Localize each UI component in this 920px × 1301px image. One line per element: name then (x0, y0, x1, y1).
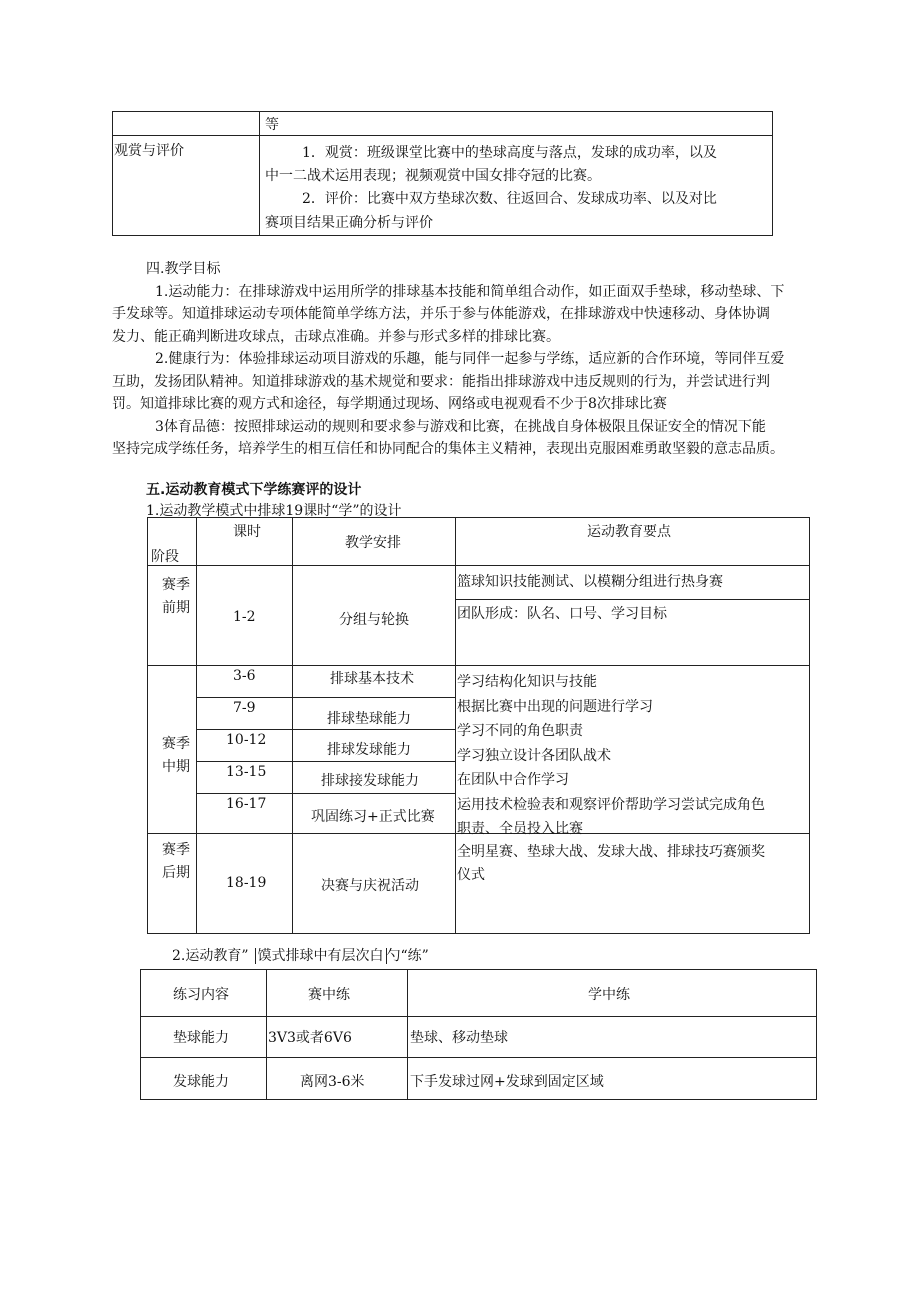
arrange-cell: 排球发球能力 (327, 742, 411, 758)
section-5-subtitle-2 (172, 945, 429, 969)
lesson-plan-table (147, 517, 810, 934)
section-5-title: 五.运动教育模式下学练赛评的设计 (146, 482, 362, 498)
practice-header: 学中练 (588, 987, 630, 1003)
practice-header: 练习内容 (173, 987, 229, 1003)
point-cell: 仪式 (457, 867, 485, 883)
section-4 (112, 258, 852, 461)
practice-cell: 垫球、移动垫球 (410, 1030, 508, 1046)
stage-mid-l2: 中期 (162, 759, 190, 775)
practice-cell: 离网3-6米 (300, 1074, 365, 1090)
period-cell: 16-17 (226, 796, 267, 812)
paragraph: 互助，发扬团队精神。知道排球游戏的基术规觉和要求：能指出排球游戏中违反规则的行为，并尝试进行判 (112, 373, 770, 390)
point-cell: 全明星赛、垫球大战、发球大战、排球技巧赛颁奖 (457, 844, 765, 860)
eval-table-line: 赛项目结果正确分析与评价 (265, 215, 433, 231)
paragraph: 发力、能正确判断进攻球点，击球点准确。并参与形式多样的排球比赛。 (112, 328, 560, 345)
mid-points (457, 670, 765, 842)
header-arrange: 教学安排 (345, 535, 401, 551)
practice-table (140, 969, 817, 1100)
arrange-cell: 排球垫球能力 (327, 711, 411, 727)
eval-table-etc: 等 (265, 117, 279, 133)
subtitle-2-part: 2.运动教育” (172, 948, 249, 964)
arrange-cell: 决赛与庆祝活动 (321, 878, 419, 894)
paragraph: 2.健康行为：体验排球运动项目游戏的乐趣，能与同伴一起参与学练，适应新的合作环境，等同伴互爱 (155, 351, 785, 367)
paragraph: 1.运动能力：在排球游戏中运用所学的排球基本技能和简单组合动作，如正面双手垫球，移动垫球、下 (155, 283, 785, 300)
period-cell: 3-6 (233, 668, 256, 684)
period-cell: 1-2 (233, 609, 256, 625)
paragraph: 3体育品德：按照排球运动的规则和要求参与游戏和比赛，在挑战自身体极限且保证安全的情况下能 (155, 418, 766, 435)
point-line: 学习独立设计各团队战术 (457, 747, 611, 764)
eval-table-line: 2．评价：比赛中双方垫球次数、往返回合、发球成功率、以及对比 (302, 191, 717, 207)
point-line: 根据比赛中出现的问题进行学习 (457, 698, 653, 715)
practice-cell: 3V3或者6V6 (268, 1030, 352, 1046)
point-cell: 篮球知识技能测试、以模糊分组进行热身赛 (457, 574, 723, 590)
point-line: 学习结构化知识与技能 (457, 674, 597, 690)
arrange-cell: 排球接发球能力 (321, 773, 419, 789)
point-line: 在团队中合作学习 (457, 772, 569, 788)
point-line: 职责、全员投入比赛 (457, 821, 583, 837)
eval-table-line: 中一二战术运用表现；视频观赏中国女排夺冠的比赛。 (265, 168, 601, 184)
practice-cell: 垫球能力 (173, 1030, 229, 1046)
eval-table (112, 111, 773, 236)
point-line: 运用技术检验表和观察评价帮助学习尝试完成角色 (457, 796, 765, 813)
header-stage: 阶段 (151, 549, 179, 565)
period-cell: 7-9 (233, 700, 256, 716)
period-cell: 13-15 (226, 764, 267, 780)
point-cell: 团队形成：队名、口号、学习目标 (457, 606, 667, 622)
stage-mid-l1: 赛季 (162, 736, 190, 752)
stage-post-l1: 赛季 (162, 842, 190, 858)
arrange-cell: 分组与轮换 (339, 612, 409, 628)
subtitle-2-part: 勺“练” (386, 948, 429, 964)
eval-table-line: 1．观赏：班级课堂比赛中的垫球高度与落点，发球的成功率，以及 (302, 145, 717, 161)
subtitle-2-part: 馍式排球中有层次白 (255, 948, 387, 964)
point-line: 学习不同的角色职责 (457, 723, 583, 739)
paragraph: 坚持完成学练任务，培养学生的相互信任和协同配合的集体主义精神，表现出克服困难勇敢坚毅的意志品质。 (112, 441, 784, 457)
practice-cell: 下手发球过网+发球到固定区域 (410, 1074, 604, 1090)
stage-pre-l2: 前期 (162, 600, 190, 616)
arrange-cell: 排球基本技术 (330, 671, 414, 687)
practice-cell: 发球能力 (173, 1074, 229, 1090)
header-points: 运动教育要点 (587, 524, 671, 540)
period-cell: 18-19 (226, 875, 267, 891)
paragraph: 罚。知道排球比赛的观方式和途径，每学期通过现场、网络或电视观看不少于8次排球比赛 (112, 396, 667, 412)
section-4-title: 四.教学目标 (146, 261, 221, 277)
stage-post-l2: 后期 (162, 865, 190, 881)
stage-pre-l1: 赛季 (162, 577, 190, 593)
header-period: 课时 (233, 524, 261, 540)
period-cell: 10-12 (226, 732, 267, 748)
section-5-subtitle-1: 1.运动教学模式中排球19课时“学”的设计 (146, 503, 402, 519)
paragraph: 手发球等。知道排球运动专项体能简单学练方法，并乐于参与体能游戏，在排球游戏中快速移动、身体协调 (112, 306, 770, 322)
practice-header: 赛中练 (308, 987, 350, 1003)
eval-table-category: 观赏与评价 (114, 143, 184, 159)
arrange-cell: 巩固练习+正式比赛 (311, 809, 435, 825)
